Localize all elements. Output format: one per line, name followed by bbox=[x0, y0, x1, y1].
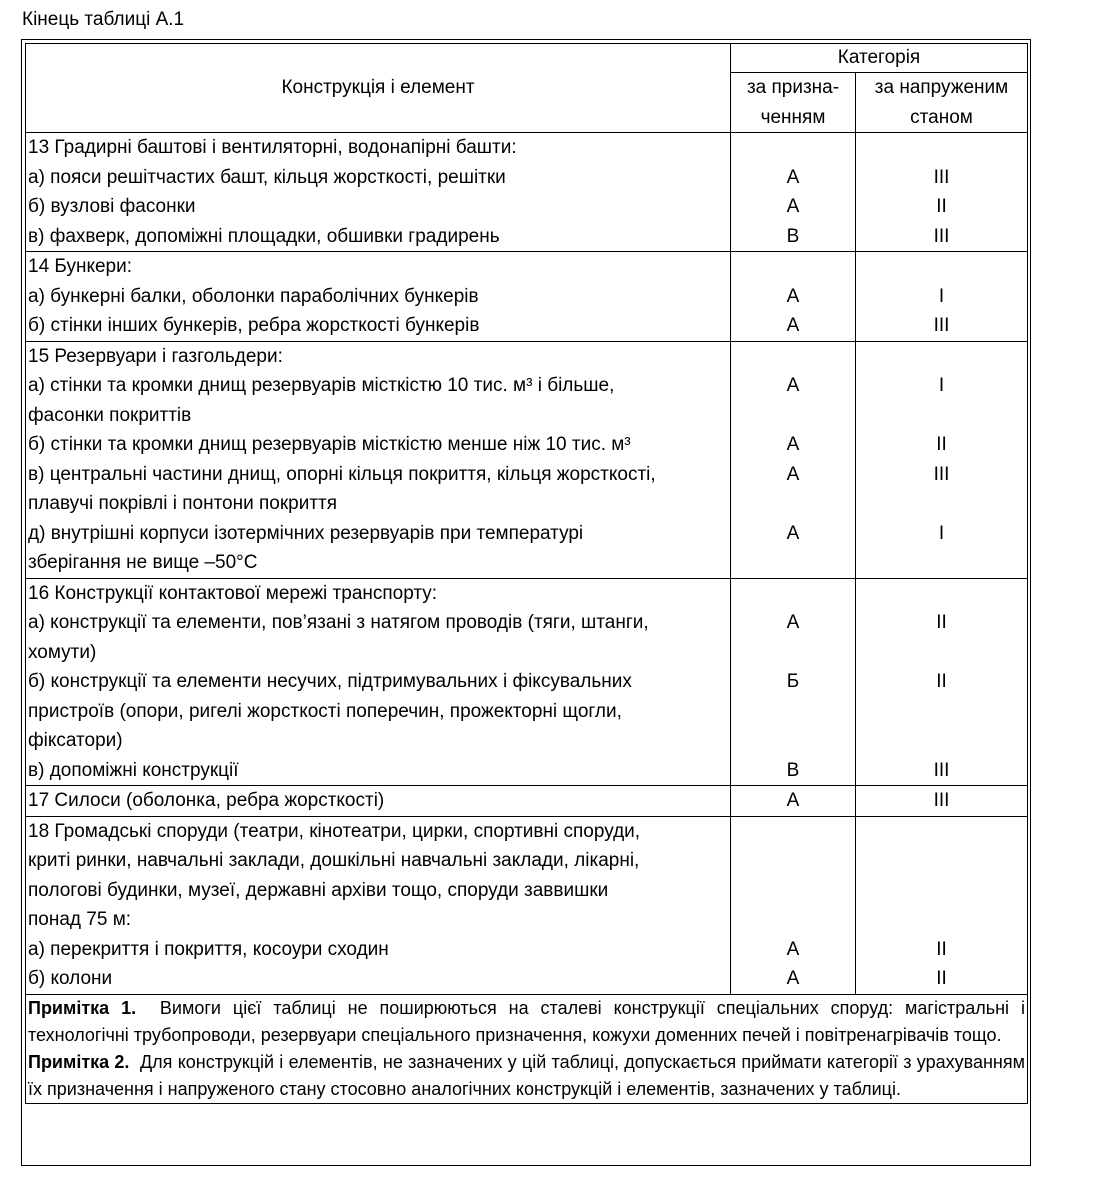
blank-line bbox=[856, 876, 1027, 906]
purpose-value: А bbox=[786, 285, 800, 307]
blank-line bbox=[731, 579, 855, 609]
purpose-value: А bbox=[786, 434, 800, 455]
item-text: б) вузлові фасонки bbox=[28, 196, 196, 217]
purpose-value: А bbox=[786, 375, 800, 396]
blank-line bbox=[856, 846, 1027, 876]
group-title: 16 Конструкції контактової мережі транспорту: bbox=[28, 582, 438, 604]
purpose-value: Б bbox=[786, 671, 800, 692]
notes-row bbox=[26, 994, 1028, 1103]
blank-line bbox=[731, 726, 855, 756]
purpose-cell bbox=[731, 133, 856, 252]
blank-line bbox=[856, 697, 1027, 727]
blank-line bbox=[731, 697, 855, 727]
purpose-cell bbox=[731, 578, 856, 786]
stress-value: III bbox=[933, 790, 950, 811]
header-by-purpose-line-2: ченням bbox=[760, 106, 826, 128]
group-title: 15 Резервуари і газгольдери: bbox=[28, 345, 283, 367]
purpose-value: А bbox=[786, 463, 800, 485]
stress-value: II bbox=[936, 968, 947, 989]
item-text: в) фахверк, допоміжні площадки, обшивки градирень bbox=[28, 225, 500, 247]
item-text: в) допоміжні конструкції bbox=[28, 759, 239, 781]
blank-line bbox=[856, 401, 1027, 431]
purpose-value: А bbox=[786, 612, 800, 633]
blank-line bbox=[731, 876, 855, 906]
purpose-value: А bbox=[786, 166, 800, 188]
blank-line bbox=[731, 252, 855, 282]
item-text: хомути) bbox=[28, 641, 97, 663]
stress-value: III bbox=[933, 166, 950, 188]
blank-line bbox=[856, 342, 1027, 372]
blank-line bbox=[856, 548, 1027, 578]
blank-line bbox=[731, 817, 855, 847]
header-construction bbox=[26, 44, 731, 133]
item-text: а) бункерні балки, оболонки параболічних бункерів bbox=[28, 285, 479, 307]
blank-line bbox=[731, 846, 855, 876]
stress-cell bbox=[856, 786, 1028, 817]
blank-line bbox=[856, 579, 1027, 609]
blank-line bbox=[856, 905, 1027, 935]
header-by-stress bbox=[856, 73, 1028, 133]
item-text: фіксатори) bbox=[28, 730, 123, 751]
header-by-purpose bbox=[731, 73, 856, 133]
blank-line bbox=[856, 252, 1027, 282]
table-row bbox=[26, 578, 1028, 786]
group-title: понад 75 м: bbox=[28, 909, 132, 930]
stress-cell bbox=[856, 341, 1028, 578]
blank-line bbox=[856, 638, 1027, 668]
stress-cell bbox=[856, 816, 1028, 994]
item-text: б) колони bbox=[28, 968, 113, 989]
note-label: Примітка 2. bbox=[28, 1051, 130, 1072]
stress-value: II bbox=[936, 434, 947, 455]
construction-cell bbox=[26, 341, 731, 578]
item-text: б) конструкції та елементи несучих, підтримувальних і фіксувальних bbox=[28, 671, 632, 692]
purpose-value: А bbox=[786, 522, 800, 544]
purpose-cell bbox=[731, 786, 856, 817]
group-title: пологові будинки, музеї, державні архіви тощо, споруди заввишки bbox=[28, 879, 609, 901]
stress-cell bbox=[856, 133, 1028, 252]
header-construction-label: Конструкція і елемент bbox=[281, 77, 475, 98]
category-table bbox=[25, 43, 1028, 1104]
table-row bbox=[26, 133, 1028, 252]
purpose-value: В bbox=[786, 759, 800, 781]
purpose-value: А bbox=[786, 196, 800, 217]
notes-cell bbox=[26, 994, 1028, 1103]
construction-cell bbox=[26, 816, 731, 994]
stress-value: II bbox=[936, 612, 947, 633]
note-text: Вимоги цієї таблиці не поширюються на сталеві конструкції спеціальних споруд: магістральні і технологічні трубопроводи, резервуари спеціального призначення, кожухи доменних печей і повітренагрівачів тощо. bbox=[28, 997, 1025, 1045]
group-title: 13 Градирні баштові і вентиляторні, водонапірні башти: bbox=[28, 137, 517, 158]
blank-line bbox=[731, 133, 855, 163]
item-text: фасонки покриттів bbox=[28, 404, 192, 426]
item-text: д) внутрішні корпуси ізотермічних резервуарів при температурі bbox=[28, 522, 584, 544]
item-text: б) стінки інших бункерів, ребра жорсткості бункерів bbox=[28, 315, 480, 336]
purpose-value: В bbox=[786, 225, 800, 247]
item-text: плавучі покрівлі і понтони покриття bbox=[28, 493, 338, 514]
blank-line bbox=[731, 401, 855, 431]
stress-value: III bbox=[933, 759, 950, 781]
purpose-cell bbox=[731, 816, 856, 994]
item-text: а) конструкції та елементи, пов’язані з натягом проводів (тяги, штанги, bbox=[28, 612, 649, 633]
header-category-label: Категорія bbox=[837, 47, 921, 68]
blank-line bbox=[856, 133, 1027, 163]
group-title: криті ринки, навчальні заклади, дошкільні навчальні заклади, лікарні, bbox=[28, 850, 640, 871]
stress-value: II bbox=[936, 671, 947, 692]
stress-value: I bbox=[938, 522, 945, 544]
table-row bbox=[26, 252, 1028, 342]
item-text: в) центральні частини днищ, опорні кільця покриття, кільця жорсткості, bbox=[28, 463, 656, 485]
stress-cell bbox=[856, 578, 1028, 786]
table-row bbox=[26, 816, 1028, 994]
item-text: а) перекриття і покриття, косоури сходин bbox=[28, 938, 389, 960]
blank-line bbox=[856, 489, 1027, 519]
blank-line bbox=[731, 489, 855, 519]
stress-cell bbox=[856, 252, 1028, 342]
header-row-1 bbox=[26, 44, 1028, 73]
note-text: Для конструкцій і елементів, не зазначених у цій таблиці, допускається приймати категорії з урахуванням їх призначення і напруженого стану стосовно аналогічних конструкцій і елементів, зазначених у таблиці. bbox=[28, 1051, 1025, 1099]
table-frame bbox=[21, 39, 1031, 1166]
purpose-value: А bbox=[786, 968, 800, 989]
stress-value: III bbox=[933, 225, 950, 247]
blank-line bbox=[731, 548, 855, 578]
purpose-value: А bbox=[786, 938, 800, 960]
blank-line bbox=[731, 638, 855, 668]
group-title: 14 Бункери: bbox=[28, 256, 133, 277]
stress-value: III bbox=[933, 315, 950, 336]
header-by-purpose-line-1: за призна- bbox=[746, 77, 840, 98]
construction-cell bbox=[26, 252, 731, 342]
purpose-cell bbox=[731, 341, 856, 578]
item-text: 17 Силоси (оболонка, ребра жорсткості) bbox=[28, 790, 385, 811]
stress-value: I bbox=[938, 375, 945, 396]
header-category bbox=[731, 44, 1028, 73]
purpose-value: А bbox=[786, 315, 800, 336]
item-text: б) стінки та кромки днищ резервуарів місткістю менше ніж 10 тис. м³ bbox=[28, 434, 631, 455]
stress-value: II bbox=[936, 196, 947, 217]
table-caption: Кінець таблиці А.1 bbox=[22, 9, 185, 30]
item-text: пристроїв (опори, ригелі жорсткості поперечин, прожекторні щогли, bbox=[28, 700, 622, 722]
header-by-stress-line-1: за напруженим bbox=[874, 77, 1009, 98]
item-text: зберігання не вище –50°С bbox=[28, 552, 258, 573]
construction-cell bbox=[26, 786, 731, 817]
construction-cell bbox=[26, 578, 731, 786]
table-row bbox=[26, 341, 1028, 578]
item-text: а) пояси решітчастих башт, кільця жорсткості, решітки bbox=[28, 166, 506, 188]
blank-line bbox=[856, 817, 1027, 847]
stress-value: I bbox=[938, 285, 945, 307]
table-row bbox=[26, 786, 1028, 817]
construction-cell bbox=[26, 133, 731, 252]
purpose-cell bbox=[731, 252, 856, 342]
note-label: Примітка 1. bbox=[28, 997, 137, 1018]
group-title: 18 Громадські споруди (театри, кінотеатри, цирки, спортивні споруди, bbox=[28, 820, 641, 842]
header-by-stress-line-2: станом bbox=[910, 106, 973, 128]
note-paragraph bbox=[28, 1049, 1025, 1103]
note-paragraph bbox=[28, 995, 1025, 1049]
blank-line bbox=[731, 905, 855, 935]
blank-line bbox=[856, 726, 1027, 756]
item-text: а) стінки та кромки днищ резервуарів місткістю 10 тис. м³ і більше, bbox=[28, 375, 615, 396]
blank-line bbox=[731, 342, 855, 372]
stress-value: III bbox=[933, 463, 950, 485]
stress-value: II bbox=[936, 938, 947, 960]
purpose-value: А bbox=[786, 790, 800, 811]
